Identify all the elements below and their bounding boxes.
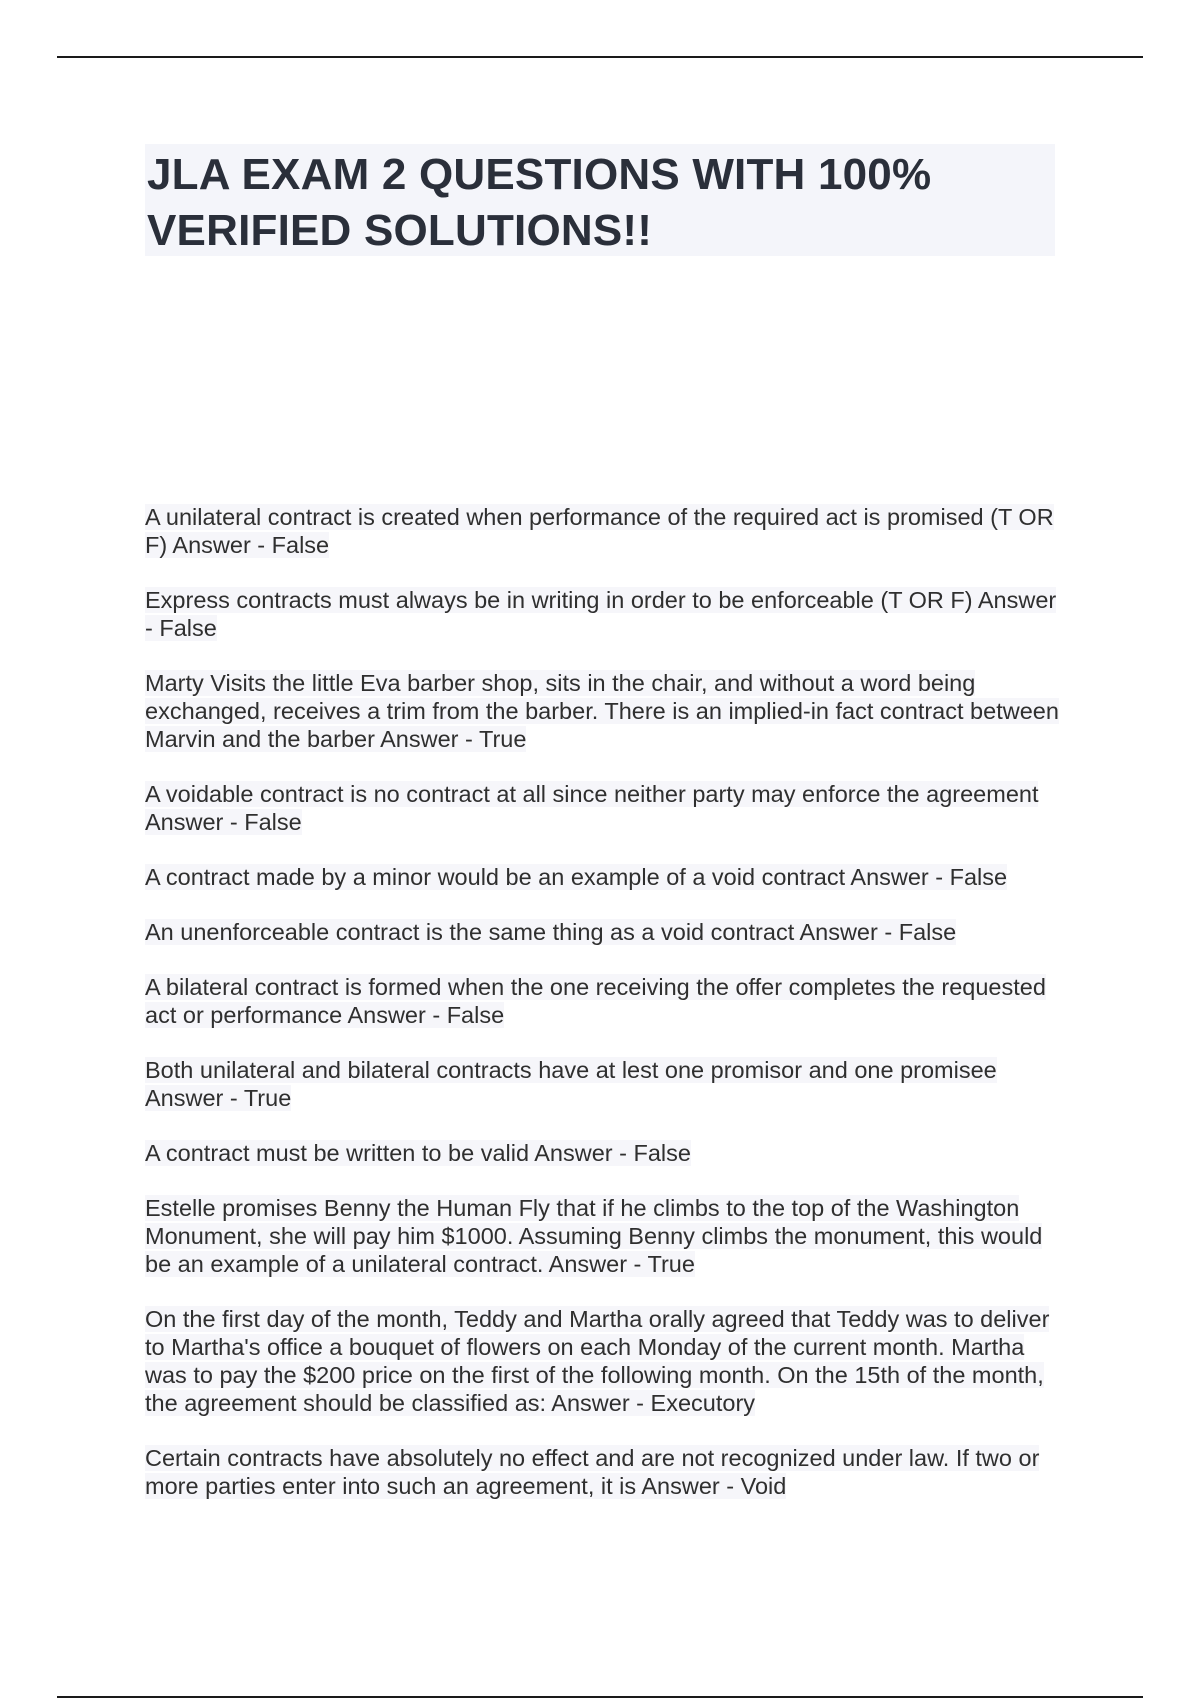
qa-item — [145, 780, 1060, 836]
qa-item — [145, 1305, 1060, 1417]
qa-text: A bilateral contract is formed when the one receiving the offer completes the requested act or performance Answer - False — [145, 974, 1046, 1028]
qa-item — [145, 1444, 1060, 1500]
qa-text: A unilateral contract is created when performance of the required act is promised (T OR F) Answer - False — [145, 504, 1054, 558]
qa-item — [145, 1056, 1060, 1112]
qa-text: Express contracts must always be in writing in order to be enforceable (T OR F) Answer - False — [145, 587, 1057, 641]
qa-list — [145, 503, 1060, 1527]
qa-item — [145, 973, 1060, 1029]
document-title: JLA EXAM 2 QUESTIONS WITH 100% VERIFIED SOLUTIONS!! — [147, 150, 932, 255]
qa-item — [145, 1139, 1060, 1167]
qa-text: A contract made by a minor would be an example of a void contract Answer - False — [145, 864, 1008, 890]
qa-text: Estelle promises Benny the Human Fly that if he climbs to the top of the Washington Monument, she will pay him $1000. Assuming Benny climbs the monument, this would be an example of a unilateral contract. Answer - True — [145, 1195, 1043, 1277]
header-rule — [57, 56, 1143, 58]
qa-text: Both unilateral and bilateral contracts have at lest one promisor and one promisee Answer - True — [145, 1057, 997, 1111]
qa-item — [145, 669, 1060, 753]
qa-item — [145, 863, 1060, 891]
qa-text: An unenforceable contract is the same thing as a void contract Answer - False — [145, 919, 957, 945]
qa-text: On the first day of the month, Teddy and Martha orally agreed that Teddy was to deliver to Martha's office a bouquet of flowers on each Monday of the current month. Martha was to pay the $200 price on the first of the following month. On the 15th of the month, the agreement should be classified as: Answer - Executory — [145, 1306, 1050, 1416]
qa-item — [145, 1194, 1060, 1278]
qa-text: Certain contracts have absolutely no effect and are not recognized under law. If two or more parties enter into such an agreement, it is Answer - Void — [145, 1445, 1040, 1499]
qa-text: A voidable contract is no contract at all since neither party may enforce the agreement Answer - False — [145, 781, 1039, 835]
qa-text: A contract must be written to be valid Answer - False — [145, 1140, 691, 1166]
qa-item — [145, 503, 1060, 559]
qa-item — [145, 586, 1060, 642]
qa-text: Marty Visits the little Eva barber shop, sits in the chair, and without a word being exchanged, receives a trim from the barber. There is an implied-in fact contract between Marvin and the barber Answer - True — [145, 670, 1059, 752]
qa-item — [145, 918, 1060, 946]
footer-rule — [57, 1696, 1143, 1698]
title-block — [145, 144, 1055, 256]
